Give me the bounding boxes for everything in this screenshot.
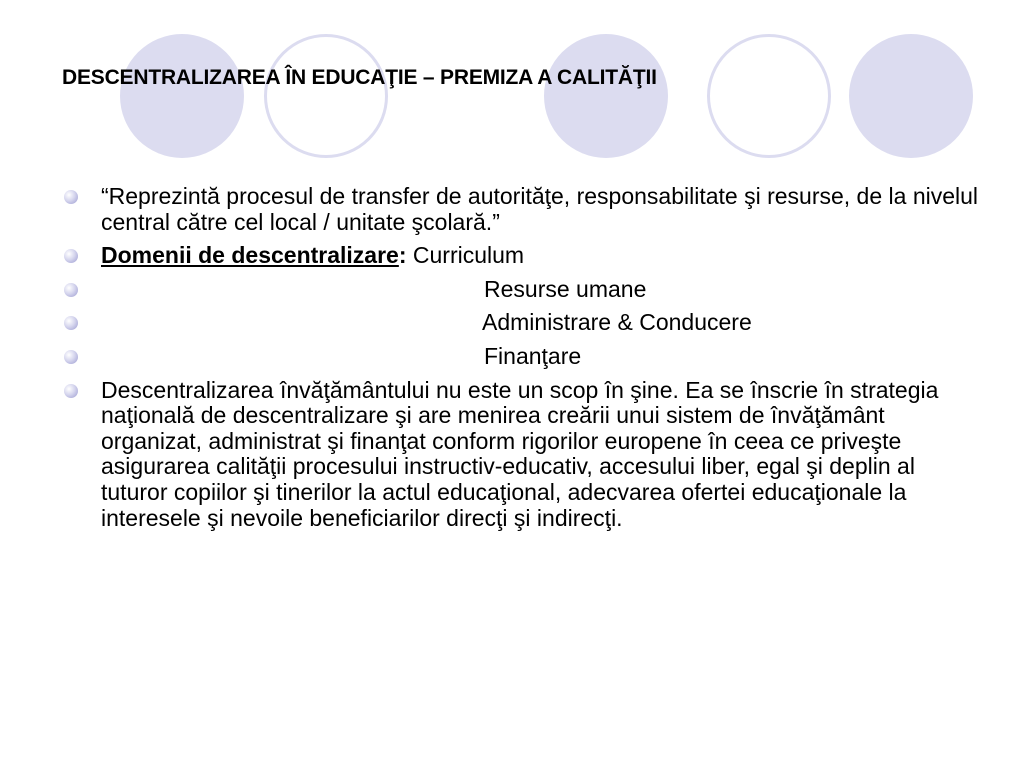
closing-text: Descentralizarea învăţământului nu este un scop în şine. Ea se înscrie în strategia naţională de descentralizare şi are menirea creării unui sistem de învăţământ organizat, administrat şi finanţat conform rigorilor europene în ceea ce priveşte asigurarea calităţii procesului instructiv-educativ, accesului liber, egal şi deplin al tuturor copiilor şi tinerilor la actul educaţional, adecvarea ofertei educaţionale la interesele şi nevoile beneficiarilor direcţi şi indirecţi. bbox=[101, 376, 939, 531]
bullet-icon bbox=[64, 350, 78, 364]
domain-item: Resurse umane bbox=[484, 275, 647, 302]
decorative-circle-ring bbox=[707, 34, 831, 158]
bullet-domain bbox=[0, 344, 1024, 370]
bullet-icon bbox=[64, 384, 78, 398]
bullet-domains bbox=[0, 243, 1024, 269]
bullet-closing bbox=[0, 378, 1024, 532]
bullet-icon bbox=[64, 249, 78, 263]
bullet-icon bbox=[64, 190, 78, 204]
domain-item: Administrare & Conducere bbox=[482, 309, 752, 336]
bullet-list bbox=[0, 184, 1024, 539]
bullet-icon bbox=[64, 316, 78, 330]
decorative-circle-ring bbox=[264, 34, 388, 158]
domain-item: Curriculum bbox=[412, 242, 525, 269]
domains-colon: : bbox=[398, 242, 407, 269]
bullet-domain bbox=[0, 310, 1024, 336]
bullet-definition bbox=[0, 184, 1024, 235]
domains-label: Domenii de descentralizare bbox=[101, 242, 399, 269]
definition-text: “Reprezintă procesul de transfer de autorităţe, responsabilitate şi resurse, de la nivelul central către cel local / unitate şcolară.” bbox=[101, 183, 979, 235]
decorative-circle-filled bbox=[544, 34, 668, 158]
slide-title: DESCENTRALIZAREA ÎN EDUCAŢIE – PREMIZA A CALITĂŢII bbox=[62, 66, 657, 89]
decorative-circle-filled bbox=[849, 34, 973, 158]
decorative-circle-filled bbox=[120, 34, 244, 158]
domain-item: Finanţare bbox=[484, 342, 582, 369]
bullet-domain bbox=[0, 277, 1024, 303]
bullet-icon bbox=[64, 283, 78, 297]
